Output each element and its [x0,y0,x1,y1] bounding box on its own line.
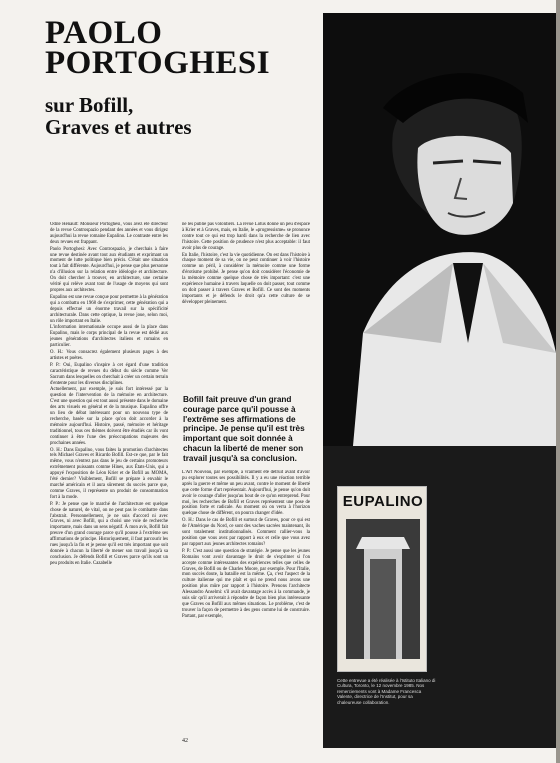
paragraph: O. H.: Dans Eupalino, vous faites la promotion d'architectes tels Michael Graves et Ricardo Bofill. Est-ce que, par le fait même, vous n'entrez pas dans le jeu de certains promoteurs extrêmement puissants comme Hines, aux États-Unis, qui a appuyé l'exposition de Léon Krier et de Bofill au MOMA, l'été dernier? Visiblement, Bofill se prépare à envahir le marché américain et il aura sûrement du succès parce que, comme Graves, il représente un produit de consommation fort à la mode. [50,447,168,500]
text-column-3 [182,470,310,732]
paragraph: Actuellement, par exemple, je suis fort intéressé par la question de l'intervention de la mémoire en architecture. C'est une question qui est tout aussi présente dans le domaine des arts visuels en général et de la musique. Eupalino offre un lieu de débat intéressant pour un nouveau type de recherche, basée sur la place qu'on doit accorder à la mémoire aujourd'hui. Histoire, passé, mémoire et héritage traditionnel, tous ces thèmes doivent être étudiés car ils vont continuer à être l'une des préoccupations majeures des prochaines années. [50,387,168,446]
page-number: 42 [182,738,188,744]
paragraph: ne les publie pas volontiers. La revue Lotus donne un peu d'espace à Krier et à Graves, mais, en Italie, le «progressisme» se prononce contre tout ce qui est trop hardi dans la recherche de lien avec l'histoire. Cette position de prudence n'est plus acceptable: il faut avoir plus de courage. [182,222,310,251]
paragraph: Odile Hénault: Monsieur Portoghesi, vous avez été directeur de la revue Controspazio pendant des années et vous dirigez aujourd'hui la revue romaine Eupalino. Le contraste entre les deux revues est frappant. [50,222,168,245]
paragraph: Paolo Portoghesi: Avec Controspazio, je cherchais à faire une revue destinée avant tout aux étudiants et exprimant un moment de lutte politique bien précis. C'était une situation tout à fait différente. Aujourd'hui, je pense que plus personne n'a d'illusion sur la relation entre idéologie et architecture. On doit chercher à trouver, en architecture, une certaine vérité qui relève avant tout de l'usage de moyens qui sont propres aux architectes. [50,246,168,293]
paragraph: P. P.: Je pense que le marché de l'architecture est quelque chose de naturel, de vital, on ne peut pas le combattre dans l'abstrait. Personnellement, je ne suis d'accord ni avec Graves, ni avec Bofill, qui a choisi une voie de recherche importante, mais dans un sens négatif. À mon avis, Bofill fait preuve d'un grand courage parce qu'il pousse à l'extrême ses affirmations de principe. Historiquement, il faut parcourir les rues jusqu'à la fin et je pense qu'il est très important que soit donnée à chacun la liberté de mener son travail jusqu'à sa conclusion. Je défends Bofill et Graves parce qu'ils sont un peu produits en Italie. Cazabelle [50,501,168,566]
portrait-photo [323,13,556,446]
subtitle-line-2: Graves et autres [45,115,192,139]
paragraph: L'Art Nouveau, par exemple, a vraiment été détruit avant d'avoir pu explorer toutes ses possibilités. Il y a eu une réaction terrible après la guerre et même un peu avant, contre le moment de liberté que cette forme d'art représentait. Aujourd'hui, je pense qu'on doit avoir le courage d'aller jusqu'au bout de ce qu'on entreprend. Pour moi, les recherches de Bofill et Graves représentent une pose de position forte et radicale. Au moment où on verra à l'horizon quelque chose de différent, on pourra changer d'idée. [182,470,310,517]
portrait-illustration [323,13,556,446]
article-title [45,15,305,81]
article-subtitle [45,94,305,138]
book-cover [337,486,427,672]
paragraph: P. P.: Oui, Eupalino s'inspire à cet égard d'une tradition caractéristique de revues du début du siècle comme Ver Sacrum dans lesquelles on cherchait à créer un certain terrain d'entente pour les diverses disciplines. [50,362,168,386]
title-line-1: PAOLO [45,15,163,51]
paragraph: Eupalino est une revue conçue pour permettre à la génération qui a combattu en 1968 de s'exprimer, cette génération qui a depuis effectué un énorme travail sur la spécificité architecturale. Dans cette optique, la revue joue, selon moi, un rôle important en Italie. [50,294,168,324]
paragraph: P. P.: C'est aussi une question de stratégie. Je pense que les jeunes Romains vont avoir davantage le droit de s'exprimer si l'on accepte comme intéressantes des expériences telles que celles de Graves, de Bofill ou de Charles Moore, par exemple. Pour l'Italie, mon succès doute, la bataille est la même. Ça, c'est l'aspect de la culture italienne qui me plaît et qui ne prend nous avons une position plus mûre par rapport à l'histoire. Prenons l'architecte Alessandro Anselmi: s'il avait davantage accès à la commande, je suis sûr qu'il arriverait à répondre de façon bien plus intéressante que Graves ou Bofill aux mêmes situations. Le problème, c'est de trouver la façon de permettre à des gens comme lui de construire. Partant, par exemple, [182,548,310,619]
photo-caption: Cette entrevue a été réalisée à l'Istituto Italiano di Cultura, Toronto, le 12 novembre 1985. Nos remerciements vont à Madame Francesca Valente, directrice de l'Institut, pour sa chaleureuse collaboration. [337,678,436,705]
book-panel [323,446,556,748]
text-column-1 [50,222,168,727]
book-title: EUPALINO [342,493,424,510]
pull-quote: Bofill fait preuve d'un grand courage parce qu'il pousse à l'extrême ses affirmations de principe. Je pense qu'il est très important que soit donnée à chacun la liberté de mener son travail jusqu'à sa conclusion. [183,395,305,463]
subtitle-line-1: sur Bofill, [45,93,134,117]
paragraph: L'information internationale occupe aussi de la place dans Eupalino, mais le corps principal de la revue est dédié aux jeunes générations d'architectes italiens et romains en particulier. [50,325,168,349]
book-cover-photo [346,519,420,659]
title-line-2: PORTOGHESI [45,45,271,81]
page-edge [556,0,560,763]
doorway-illustration [346,519,420,659]
paragraph: En Italie, l'histoire, c'est la vie quotidienne. On est dans l'histoire à chaque moment de sa vie, on ne peut continuer à voir l'histoire comme un péril, à considérer la mémoire comme une forme d'érotisme prohibé. Je pense qu'on doit considérer l'économie de la mémoire comme quelque chose de très important: c'est une expérience humaine à travers laquelle on doit passer, tout comme on doit passer à travers Graves et Bofill. Ce sont des moments importants et je défends le droit qu'a cette culture de se développer pleinement. [182,252,310,305]
paragraph: O. H.: Dans le cas de Bofill et surtout de Graves, pour ce qui est de l'Amérique du Nord, ce sont des vaches sacrées maintenant, ils sont totalement institutionnalisés. Comment rallier-vous la position que vous avez par rapport à eux et celle que vous avez par rapport aux jeunes architectes romains? [182,518,310,547]
paragraph: O. H.: Vous consacrez également plusieurs pages à des artistes et poètes. [50,350,168,361]
